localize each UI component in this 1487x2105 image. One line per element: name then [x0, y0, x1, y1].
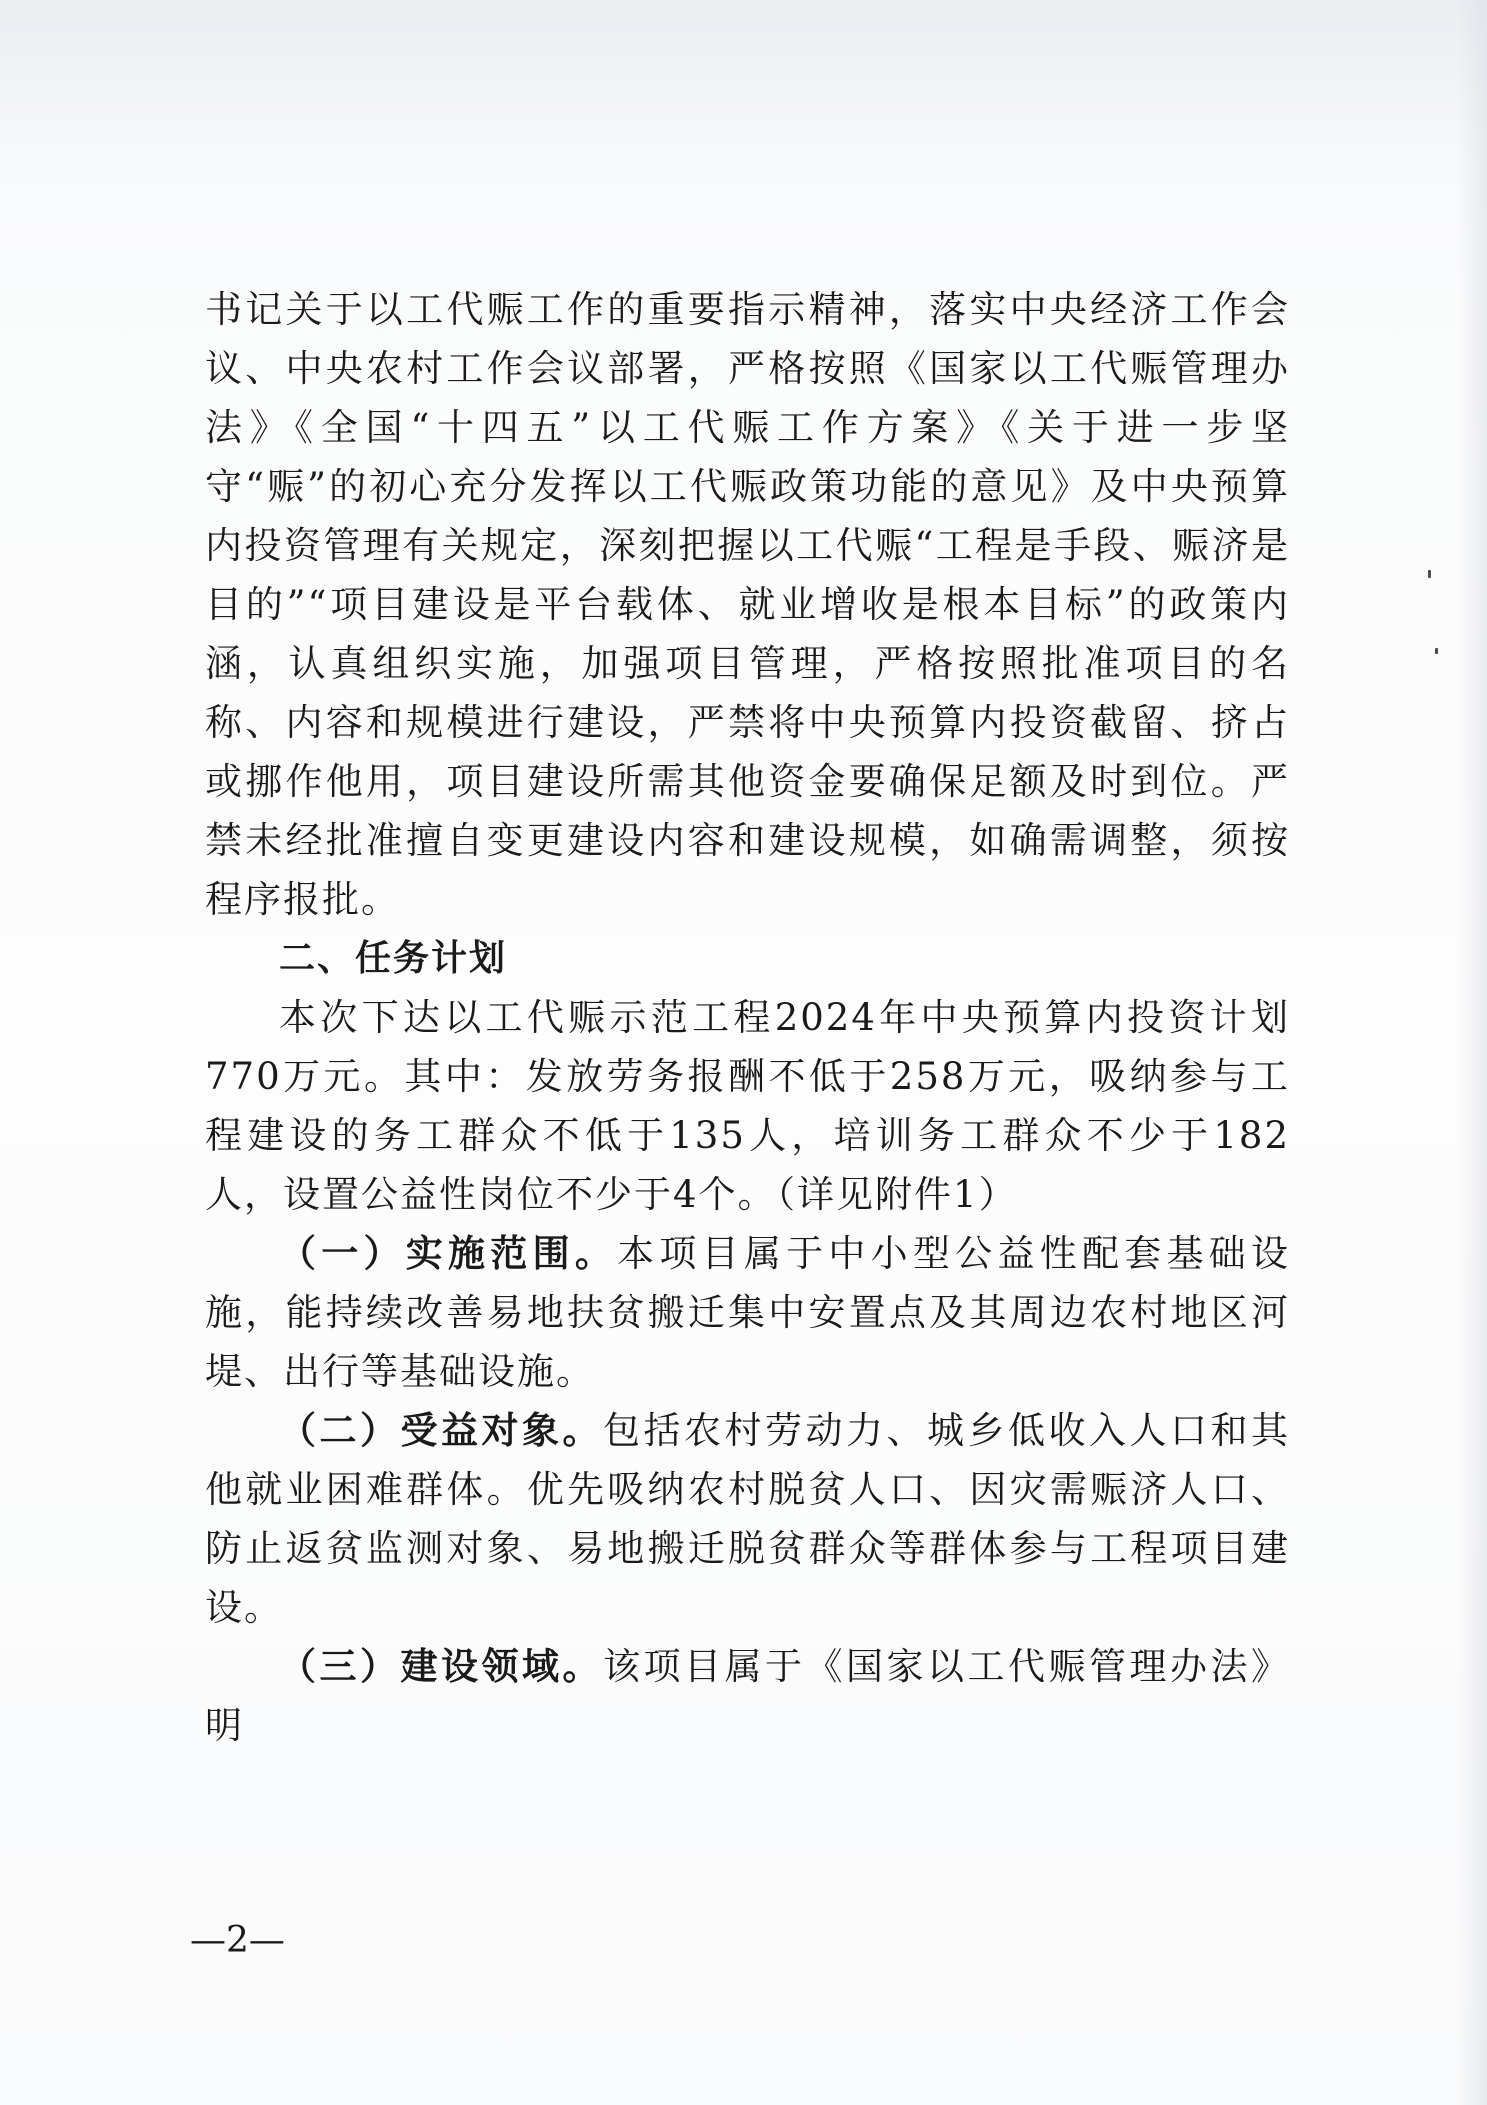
- item-construction-field: [205, 1637, 1290, 1755]
- section-heading-task-plan: 二、任务计划: [279, 938, 508, 979]
- scan-speck: [1435, 648, 1438, 654]
- body-paragraph-continuation: 书记关于以工代赈工作的重要指示精神，落实中央经济工作会议、中央农村工作会议部署，严格按照《国家以工代赈管理办法》《全国“十四五”以工代赈工作方案》《关于进一步坚守“赈”的初心充分发挥以工代赈政策功能的意见》及中央预算内投资管理有关规定，深刻把握以工代赈“工程是手段、赈济是目的”“项目建设是平台载体、就业增收是根本目标”的政策内涵，认真组织实施，加强项目管理，严格按照批准项目的名称、内容和规模进行建设，严禁将中央预算内投资截留、挤占或挪作他用，项目建设所需其他资金要确保足额及时到位。严禁未经批准擅自变更建设内容和建设规模，如确需调整，须按程序报批。: [205, 288, 1290, 921]
- scan-shading-edge: [1457, 0, 1487, 2105]
- scan-speck: [1428, 570, 1431, 578]
- task-plan-paragraph: 本次下达以工代赈示范工程2024年中央预算内投资计划770万元。其中：发放劳务报酬不低于258万元，吸纳参与工程建设的务工群众不低于135人，培训务工群众不少于182人，设置公益性岗位不少于4个。（详见附件1）: [205, 996, 1290, 1216]
- page-number: —2—: [190, 1920, 285, 1961]
- item-text: 该项目属于《国家以工代赈管理办法》明: [205, 1645, 1290, 1747]
- item-beneficiaries: [205, 1401, 1290, 1637]
- item-heading: （二）受益对象。: [279, 1408, 603, 1452]
- item-heading: （三）建设领域。: [279, 1644, 603, 1688]
- item-heading: （一）实施范围。: [279, 1231, 618, 1275]
- item-implementation-scope: [205, 1224, 1290, 1401]
- scan-shading-top: [0, 0, 1487, 260]
- item-text: 包括农村劳动力、城乡低收入人口和其他就业困难群体。优先吸纳农村脱贫人口、因灾需赈济人口、防止返贫监测对象、易地搬迁脱贫群众等群体参与工程项目建设。: [205, 1409, 1290, 1629]
- document-body: [205, 280, 1290, 1755]
- item-text: 本项目属于中小型公益性配套基础设施，能持续改善易地扶贫搬迁集中安置点及其周边农村地区河堤、出行等基础设施。: [205, 1232, 1291, 1393]
